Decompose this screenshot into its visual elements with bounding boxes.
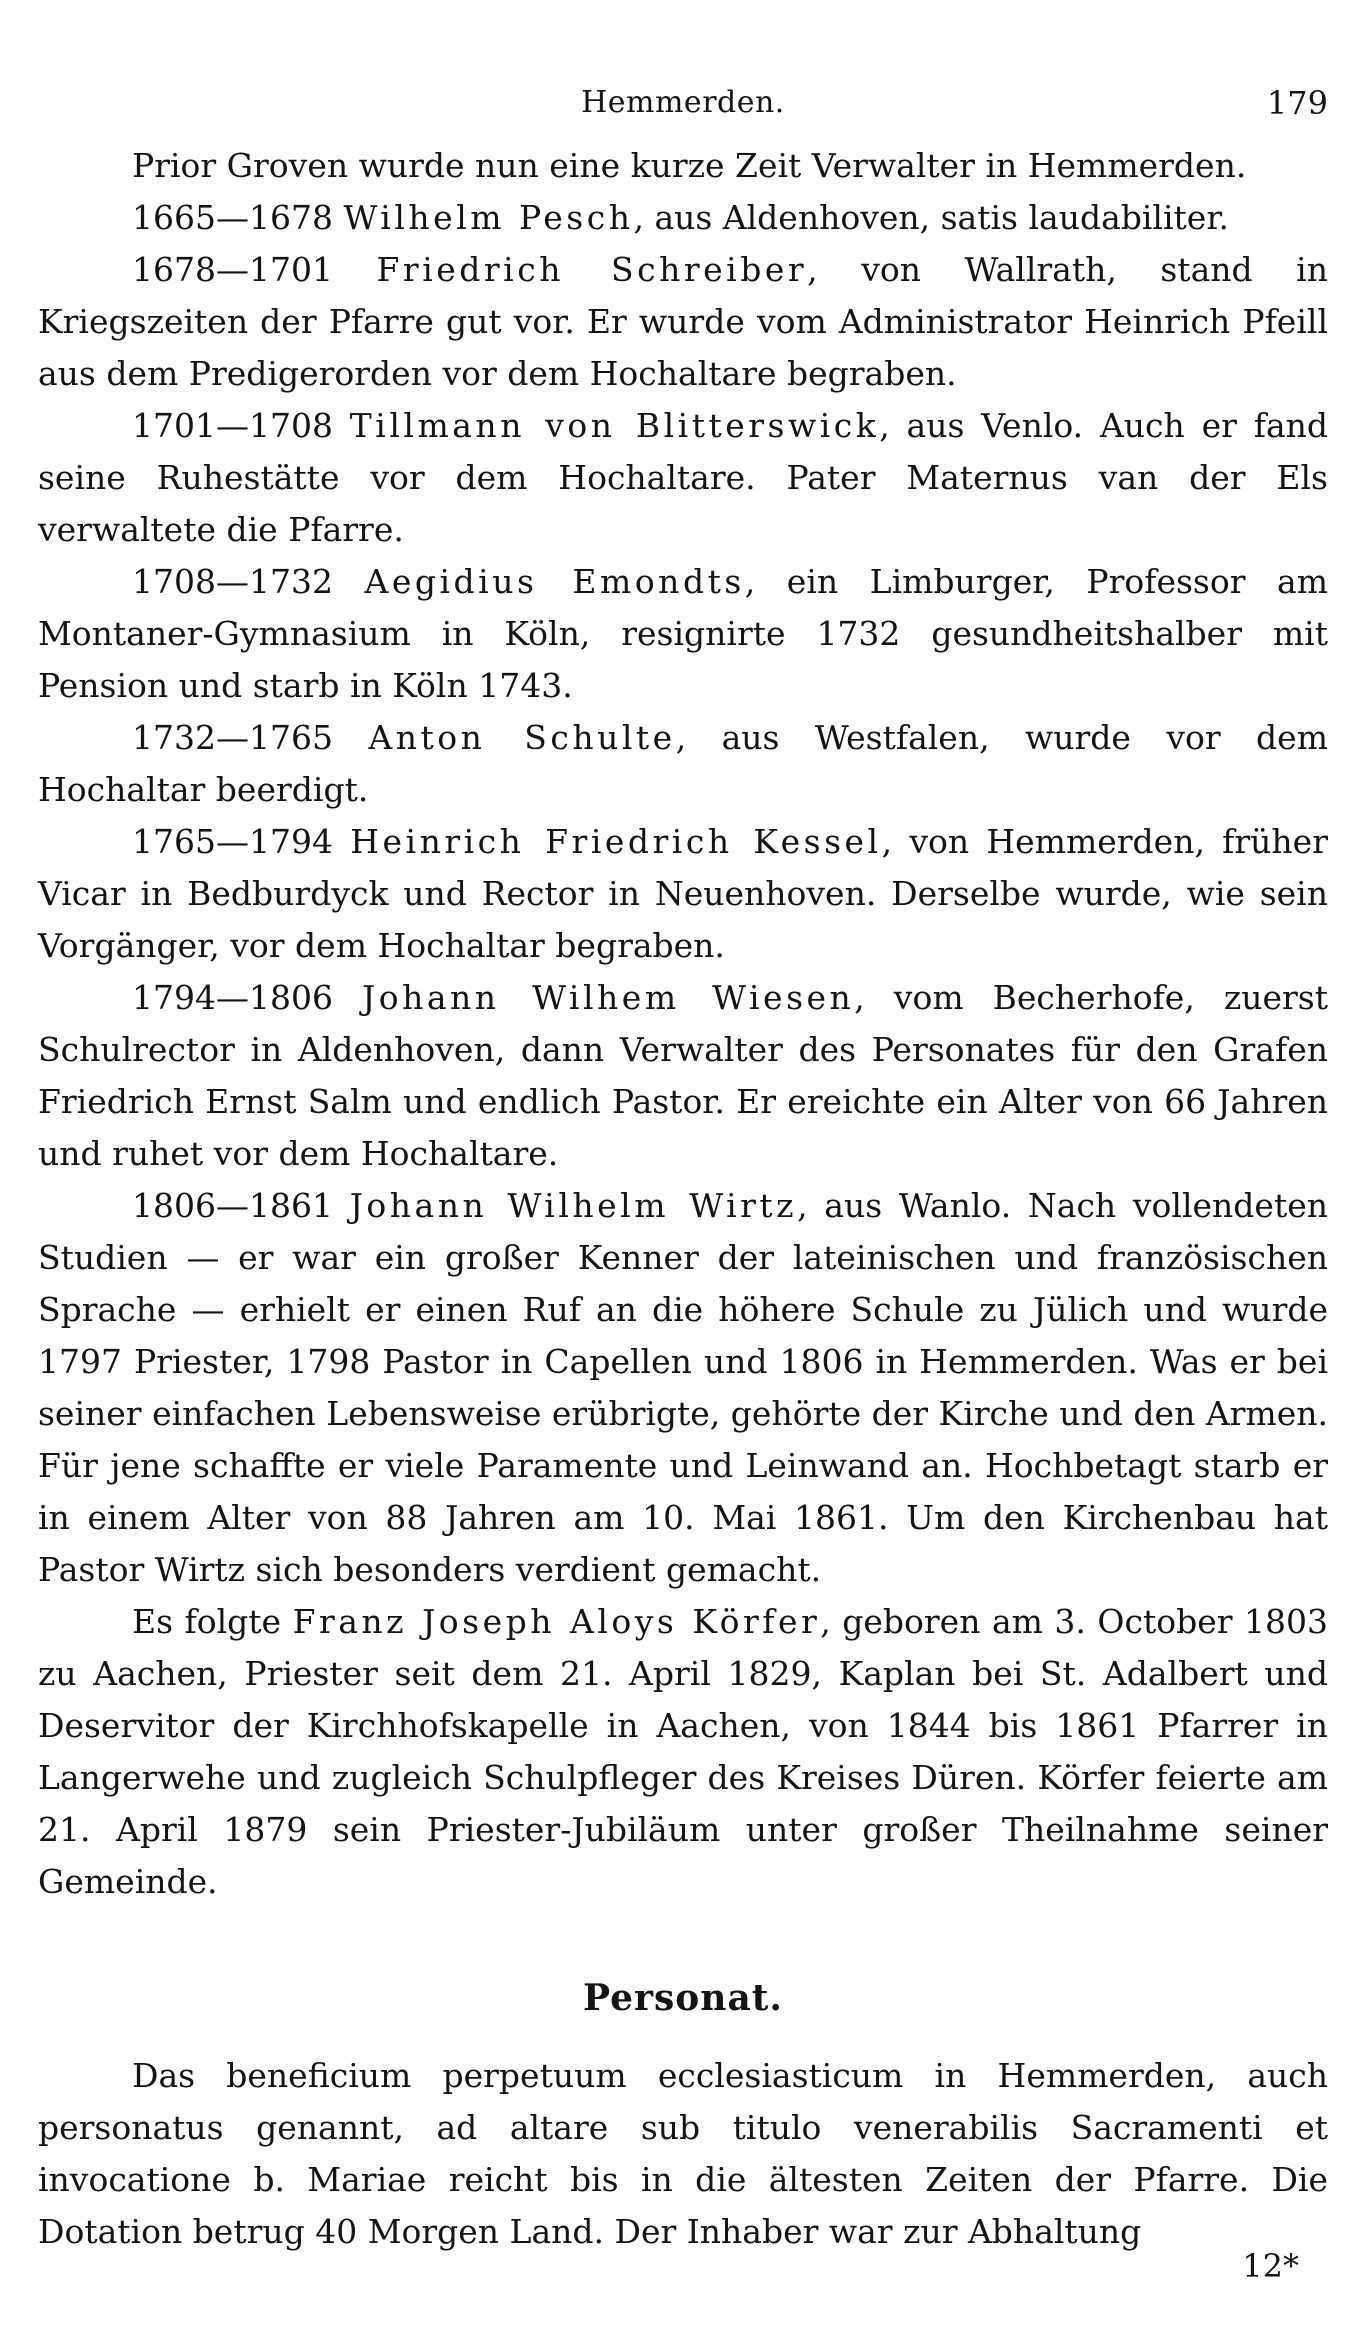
entry-5	[38, 712, 1328, 816]
section-heading: Personat.	[583, 1977, 783, 2019]
entry-name: Franz Joseph Aloys Körfer	[292, 1602, 821, 1641]
entry-years: 1708—1732	[132, 562, 333, 601]
entry-name: Johann Wilhelm Wirtz	[349, 1186, 798, 1225]
entry-3	[38, 400, 1328, 556]
entry-text: , ein Limburger, Professor am Montaner-Gymnasium in Köln, resignirte 1732 gesundheitshalber mit Pension und starb in Köln 1743.	[38, 562, 1328, 705]
entry-text: , aus Westfalen, wurde vor dem Hochaltar beerdigt.	[38, 718, 1328, 809]
entry-years: 1732—1765	[132, 718, 333, 757]
entry-text: , von Wallrath, stand in Kriegszeiten der Pfarre gut vor. Er wurde vom Administrator Heinrich Pfeill aus dem Predigerorden vor dem Hochaltare begraben.	[38, 250, 1328, 393]
entry-years: 1701—1708	[132, 406, 333, 445]
entry-4	[38, 556, 1328, 712]
entry-6	[38, 816, 1328, 972]
entry-8	[38, 1180, 1328, 1596]
entry-name: Friedrich Schreiber	[376, 250, 808, 289]
entry-years: 1665—1678	[132, 198, 333, 237]
entry-7	[38, 972, 1328, 1180]
entry-text: , aus Venlo. Auch er fand seine Ruhestätte vor dem Hochaltare. Pater Maternus van der Els verwaltete die Pfarre.	[38, 406, 1328, 549]
entry-text: , aus Wanlo. Nach vollendeten Studien — er war ein großer Kenner der lateinischen und französischen Sprache — erhielt er einen Ruf an die höhere Schule zu Jülich und wurde 1797 Priester, 1798 Pastor in Capellen und 1806 in Hemmerden. Was er bei seiner einfachen Lebensweise erübrigte, gehörte der Kirche und den Armen. Für jene schaffte er viele Paramente und Leinwand an. Hochbetagt starb er in einem Alter von 88 Jahren am 10. Mai 1861. Um den Kirchenbau hat Pastor Wirtz sich besonders verdient gemacht.	[38, 1186, 1329, 1589]
entry-years: 1806—1861	[132, 1186, 333, 1225]
page-number: 179	[1266, 84, 1328, 122]
entry-text: , von Hemmerden, früher Vicar in Bedburdyck und Rector in Neuenhoven. Derselbe wurde, wie sein Vorgänger, vor dem Hochaltar begraben.	[38, 822, 1328, 965]
entry-lead: Es folgte	[132, 1602, 293, 1641]
entry-name: Anton Schulte	[368, 718, 676, 757]
entry-9	[38, 1596, 1328, 1908]
section-paragraph	[38, 2050, 1328, 2258]
entry-1	[38, 192, 1328, 244]
entry-name: Heinrich Friedrich Kessel	[350, 822, 882, 861]
page-header	[38, 78, 1328, 128]
entry-0	[38, 140, 1328, 192]
entry-years: 1765—1794	[132, 822, 333, 861]
entry-text: , aus Aldenhoven, satis laudabiliter.	[633, 198, 1229, 237]
signature-mark: 12*	[1242, 2247, 1299, 2285]
entry-years: 1678—1701	[132, 250, 333, 289]
entry-name: Wilhelm Pesch	[343, 198, 634, 237]
entry-2	[38, 244, 1328, 400]
entry-name: Johann Wilhem Wiesen	[362, 978, 855, 1017]
running-head: Hemmerden.	[581, 85, 785, 120]
entry-text: Prior Groven wurde nun eine kurze Zeit Verwalter in Hemmerden.	[132, 146, 1247, 185]
entry-text: , vom Becherhofe, zuerst Schulrector in Aldenhoven, dann Verwalter des Personates für den Grafen Friedrich Ernst Salm und endlich Pastor. Er ereichte ein Alter von 66 Jahren und ruhet vor dem Hochaltare.	[38, 978, 1328, 1173]
body-text	[38, 140, 1328, 2258]
entry-name: Aegidius Emondts	[364, 562, 745, 601]
entry-name: Tillmann von Blitterswick	[349, 406, 880, 445]
section-text: Das beneficium perpetuum ecclesiasticum in Hemmerden, auch personatus genannt, ad altare sub titulo venerabilis Sacramenti et invocatione b. Mariae reicht bis in die ältesten Zeiten der Pfarre. Die Dotation betrug 40 Morgen Land. Der Inhaber war zur Abhaltung	[38, 2056, 1328, 2251]
entry-text: , geboren am 3. October 1803 zu Aachen, Priester seit dem 21. April 1829, Kaplan bei St. Adalbert und Deservitor der Kirchhofskapelle in Aachen, von 1844 bis 1861 Pfarrer in Langerwehe und zugleich Schulpfleger des Kreises Düren. Körfer feierte am 21. April 1879 sein Priester-Jubiläum unter großer Theilnahme seiner Gemeinde.	[38, 1602, 1328, 1901]
entry-years: 1794—1806	[132, 978, 333, 1017]
